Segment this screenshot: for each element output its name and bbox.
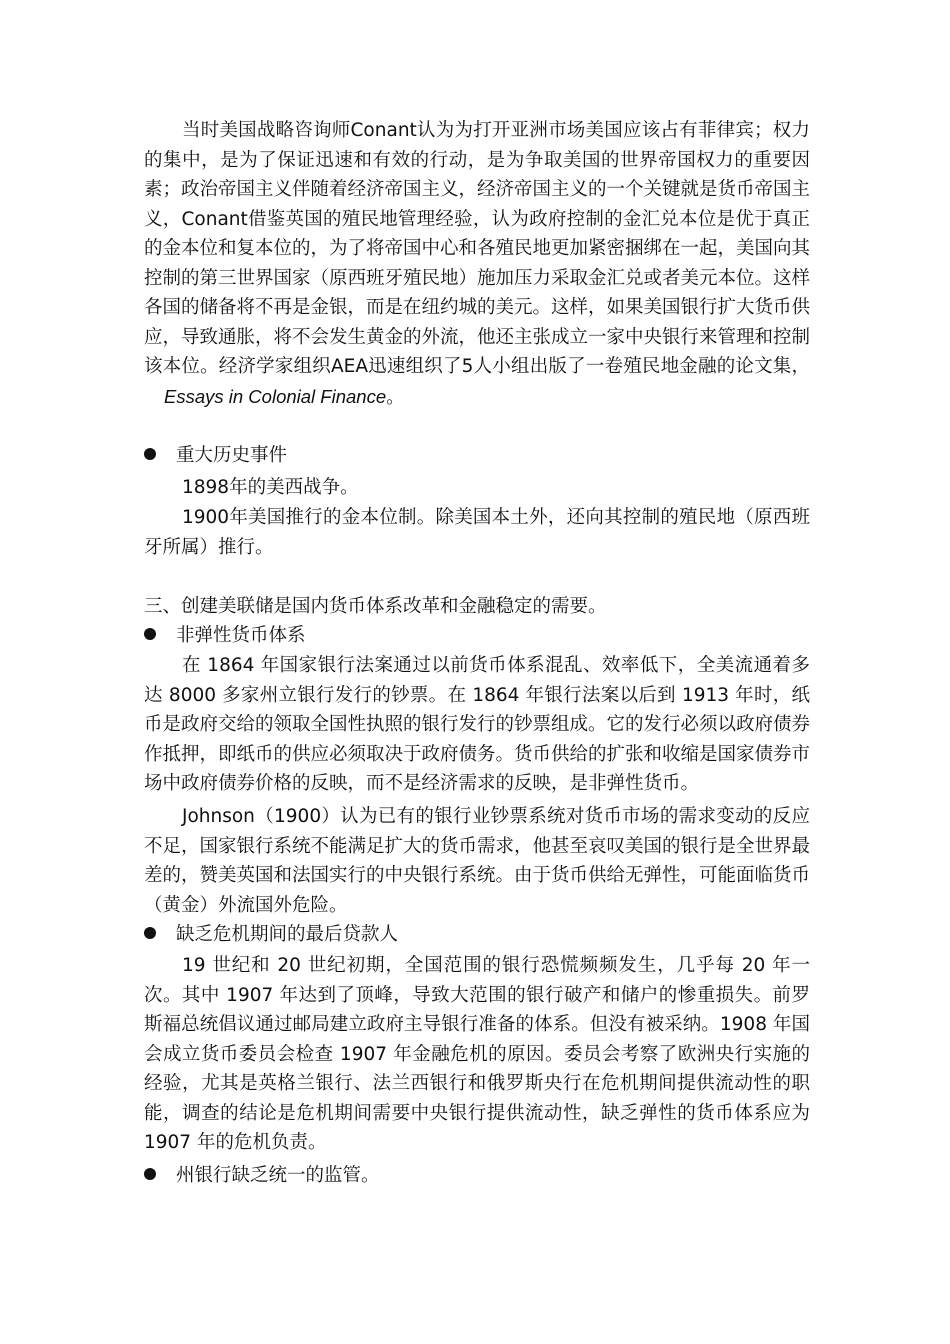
bullet-label: 州银行缺乏统一的监管。 bbox=[176, 1165, 380, 1186]
bullet-label: 重大历史事件 bbox=[176, 445, 288, 466]
bullet-item-events bbox=[144, 441, 810, 471]
bullet-icon bbox=[144, 1168, 156, 1180]
paragraph-crisis: 19 世纪和 20 世纪初期，全国范围的银行恐慌频频发生，几乎每 20 年一次。其中 1907 年达到了顶峰，导致大范围的银行破产和储户的惨重损失。前罗斯福总统倡议通过邮局建立政府主导银行准备的体系。但没有被采纳。1908 年国会成立货币委员会检查 1907 年金融危机的原因。委员会考察了欧洲央行实施的经验，尤其是英格兰银行、法兰西银行和俄罗斯央行在危机期间提供流动性的职能，调查的结论是危机期间需要中央银行提供流动性，缺乏弹性的货币体系应为 1907 年的危机负责。 bbox=[144, 955, 810, 1153]
bullet-icon bbox=[144, 927, 156, 939]
paragraph-conant bbox=[144, 116, 810, 412]
section-heading: 三、创建美联储是国内货币体系改革和金融稳定的需要。 bbox=[144, 596, 607, 617]
paragraph-johnson: Johnson（1900）认为已有的银行业钞票系统对货币市场的需求变动的反应不足，国家银行系统不能满足扩大的货币需求，他甚至哀叹美国的银行是全世界最差的，赞美英国和法国实行的中央银行系统。由于货币供给无弹性，可能面临货币（黄金）外流国外危险。 bbox=[144, 806, 811, 916]
paragraph-conant-end: 。 bbox=[386, 386, 405, 408]
bullet-icon bbox=[144, 628, 156, 640]
bullet-item-inelastic bbox=[144, 621, 810, 651]
bullet-label: 缺乏危机期间的最后贷款人 bbox=[176, 924, 399, 945]
paragraph-conant-text: 当时美国战略咨询师Conant认为为打开亚洲市场美国应该占有菲律宾；权力的集中，是为了保证迅速和有效的行动，是为争取美国的世界帝国权力的重要因素；政治帝国主义伴随着经济帝国主义，经济帝国主义的一个关键就是货币帝国主义，Conant借鉴英国的殖民地管理经验，认为政府控制的金汇兑本位是优于真正的金本位和复本位的，为了将帝国中心和各殖民地更加紧密捆绑在一起，美国向其控制的第三世界国家（原西班牙殖民地）施加压力采取金汇兑或者美元本位。这样各国的储备将不再是金银，而是在纽约城的美元。这样，如果美国银行扩大货币供应，导致通胀，将不会发生黄金的外流，他还主张成立一家中央银行来管理和控制该本位。经济学家组织AEA迅速组织了5人小组出版了一卷殖民地金融的论文集， bbox=[144, 120, 811, 377]
bullet-label: 非弹性货币体系 bbox=[176, 625, 306, 646]
paragraph-event-1900: 1900年美国推行的金本位制。除美国本土外，还向其控制的殖民地（原西班牙所属）推行。 bbox=[144, 507, 810, 558]
bullet-icon bbox=[144, 448, 156, 460]
bullet-item-supervision bbox=[144, 1161, 810, 1191]
bullet-item-lender bbox=[144, 920, 810, 950]
paragraph-event-1898: 1898年的美西战争。 bbox=[182, 477, 359, 498]
paragraph-1864: 在 1864 年国家银行法案通过以前货币体系混乱、效率低下，全美流通着多达 8000 多家州立银行发行的钞票。在 1864 年银行法案以后到 1913 年时，纸币是政府交给的领取全国性执照的银行发行的钞票组成。它的发行必须以政府债券作抵押，即纸币的供应必须取决于政府债务。货币供给的扩张和收缩是国家债券市场中政府债券价格的反映，而不是经济需求的反映，是非弹性货币。 bbox=[144, 655, 811, 794]
book-title: Essays in Colonial Finance bbox=[164, 385, 387, 407]
